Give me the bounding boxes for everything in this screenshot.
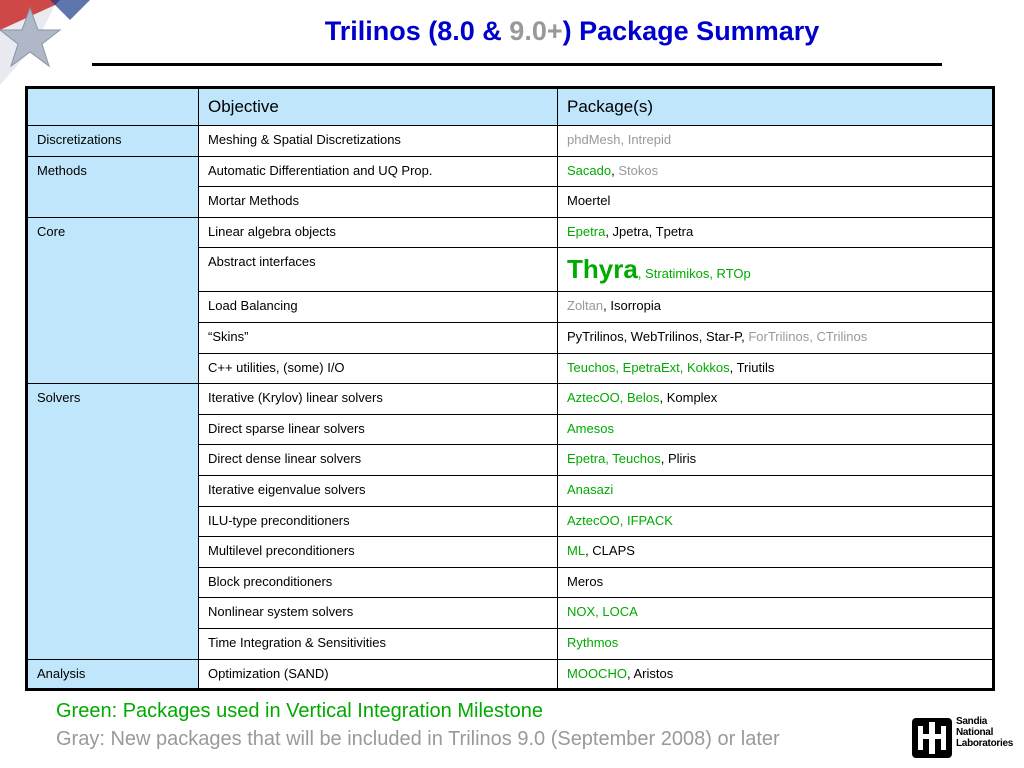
package-text: Rythmos (567, 634, 619, 650)
title-part-version: 9.0+ (509, 16, 563, 46)
objective-cell: Linear algebra objects (199, 217, 558, 248)
packages-cell (558, 248, 994, 292)
category-analysis: Analysis (27, 659, 199, 690)
packages-cell (558, 187, 994, 218)
table-row (27, 659, 994, 690)
package-text: Anasazi (567, 481, 614, 497)
objective-cell: Multilevel preconditioners (199, 537, 558, 568)
package-text: Moertel (567, 193, 611, 209)
package-text-highlight: Thyra (567, 254, 638, 285)
package-text: Epetra, Teuchos (567, 451, 661, 467)
page-title (0, 16, 1024, 47)
objective-cell: Nonlinear system solvers (199, 598, 558, 629)
objective-cell: Meshing & Spatial Discretizations (199, 126, 558, 157)
category-solvers: Solvers (27, 384, 199, 659)
package-text: ForTrilinos, CTrilinos (748, 328, 868, 344)
sandia-line: National (956, 727, 994, 738)
legend-green-note: Green: Packages used in Vertical Integration Milestone (56, 700, 543, 722)
package-summary-table (25, 86, 995, 691)
packages-cell (558, 506, 994, 537)
package-text: AztecOO, Belos (567, 390, 660, 406)
objective-cell: Optimization (SAND) (199, 659, 558, 690)
packages-cell (558, 384, 994, 415)
table-row (27, 217, 994, 248)
sandia-wordmark (956, 716, 1013, 749)
package-text: , CLAPS (585, 543, 635, 559)
table-header-row (27, 88, 994, 126)
sandia-line: Sandia (956, 716, 987, 727)
package-text: , Pliris (660, 451, 697, 467)
packages-cell (558, 126, 994, 157)
package-text: , Stratimikos, RTOp (637, 266, 751, 282)
package-text: Amesos (567, 420, 614, 436)
packages-cell (558, 414, 994, 445)
packages-cell (558, 217, 994, 248)
package-text: PyTrilinos, WebTrilinos, Star-P, (567, 328, 749, 344)
sandia-line: Laboratories (956, 738, 1013, 749)
packages-cell (558, 292, 994, 323)
category-discretizations: Discretizations (27, 126, 199, 157)
packages-cell (558, 567, 994, 598)
packages-cell (558, 628, 994, 659)
packages-cell (558, 322, 994, 353)
category-methods: Methods (27, 156, 199, 217)
objective-cell: Direct dense linear solvers (199, 445, 558, 476)
objective-cell: Iterative (Krylov) linear solvers (199, 384, 558, 415)
packages-cell (558, 475, 994, 506)
packages-cell (558, 659, 994, 690)
package-text: Teuchos, EpetraExt, Kokkos (567, 359, 730, 375)
package-text: , Jpetra, Tpetra (605, 223, 694, 239)
package-text: Meros (567, 573, 604, 589)
objective-cell: Iterative eigenvalue solvers (199, 475, 558, 506)
sandia-thunderbird-icon (912, 718, 952, 758)
package-text: , Triutils (729, 359, 775, 375)
title-divider (92, 63, 942, 66)
package-text: Zoltan (567, 298, 604, 314)
header-objective: Objective (199, 88, 558, 126)
package-text: NOX, LOCA (567, 604, 638, 620)
header-category (27, 88, 199, 126)
objective-cell: Mortar Methods (199, 187, 558, 218)
package-text: ML (567, 543, 586, 559)
objective-cell: “Skins” (199, 322, 558, 353)
package-text: phdMesh, Intrepid (567, 132, 672, 147)
title-part-main: Trilinos (8.0 & (324, 16, 510, 46)
package-text: , Komplex (659, 390, 718, 406)
package-text: , Isorropia (603, 298, 661, 314)
objective-cell: Automatic Differentiation and UQ Prop. (199, 156, 558, 187)
package-text: Epetra (567, 223, 606, 239)
package-text: Stokos (618, 162, 659, 178)
table-row (27, 156, 994, 187)
packages-cell (558, 156, 994, 187)
table-row (27, 384, 994, 415)
category-core: Core (27, 217, 199, 383)
objective-cell: Block preconditioners (199, 567, 558, 598)
objective-cell: ILU-type preconditioners (199, 506, 558, 537)
objective-cell: Direct sparse linear solvers (199, 414, 558, 445)
objective-cell: Load Balancing (199, 292, 558, 323)
objective-cell: Time Integration & Sensitivities (199, 628, 558, 659)
objective-cell: C++ utilities, (some) I/O (199, 353, 558, 384)
title-part-end: ) Package Summary (562, 16, 820, 46)
package-text: Sacado (567, 162, 612, 178)
objective-cell: Abstract interfaces (199, 248, 558, 292)
package-text: , (611, 162, 619, 178)
package-text: AztecOO, IFPACK (567, 512, 673, 528)
packages-cell (558, 353, 994, 384)
sandia-logo (912, 716, 1012, 758)
table-row (27, 126, 994, 157)
packages-cell (558, 537, 994, 568)
legend-gray-note: Gray: New packages that will be included in Trilinos 9.0 (September 2008) or later (56, 728, 780, 750)
packages-cell (558, 598, 994, 629)
package-text: MOOCHO (567, 665, 627, 681)
header-packages: Package(s) (558, 88, 994, 126)
packages-cell (558, 445, 994, 476)
package-text: , Aristos (626, 665, 674, 681)
